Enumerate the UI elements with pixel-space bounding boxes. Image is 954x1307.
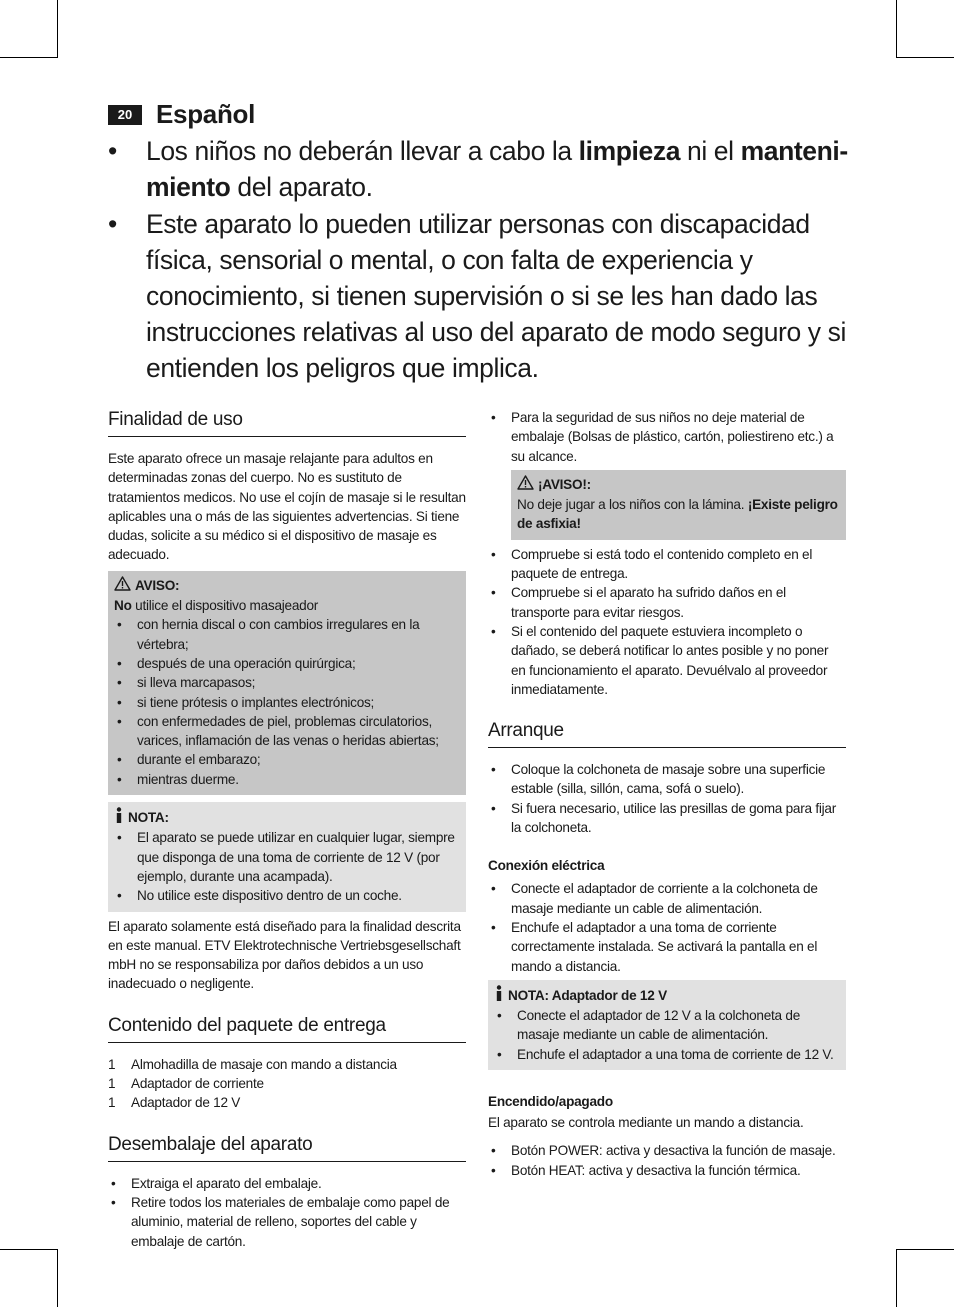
warning-lead-text: utilice el dispositivo masajeador (131, 598, 319, 614)
list-item: • Retire todos los materiales de embalaje como papel de aluminio, material de relleno, soportes del cable y embalaje de cartón. (108, 1193, 466, 1251)
warning-lead-bold: No (114, 598, 132, 614)
startup-list (488, 760, 846, 837)
list-item: • Compruebe si está todo el contenido completo en el paquete de entrega. (488, 545, 846, 584)
section-title: Contenido del paquete de entrega (108, 1014, 466, 1043)
warning-triangle-icon (517, 475, 534, 495)
crop-mark (896, 1249, 897, 1307)
note-title: NOTA: Adaptador de 12 V (508, 987, 667, 1003)
list-item: • Compruebe si el aparato ha sufrido daños en el transporte para evitar riesgos. (488, 583, 846, 622)
page-number: 20 (108, 105, 142, 125)
list-item: • Botón HEAT: activa y desactiva la función térmica. (488, 1161, 846, 1180)
section-title: Finalidad de uso (108, 408, 466, 437)
list-item: • con hernia discal o con cambios irregulares en la vértebra; (114, 615, 460, 654)
list-item (108, 1074, 466, 1093)
list-item: • Si el contenido del paquete estuviera incompleto o dañado, se deberá notificar lo antes posible y no poner en funcionamiento el aparato. Devuélvalo al proveedor inmediatamente. (488, 622, 846, 699)
paragraph: El aparato se controla mediante un mando a distancia. (488, 1115, 804, 1131)
warning-title: AVISO: (135, 578, 180, 594)
intro-text: del aparato. (230, 172, 373, 202)
item-quantity: 1 (108, 1056, 116, 1072)
intro-text: Los niños no deberán llevar a cabo la (146, 136, 579, 166)
warning-box (108, 571, 466, 795)
warning-title: ¡AVISO!: (538, 477, 591, 493)
item-label: Adaptador de 12 V (131, 1095, 241, 1111)
warning-header (114, 576, 460, 596)
right-column (488, 408, 846, 1180)
note-header (494, 985, 840, 1006)
info-icon (114, 807, 124, 828)
page-header (108, 99, 255, 130)
crop-mark (0, 57, 58, 58)
crop-mark (896, 0, 897, 58)
warning-list (114, 615, 460, 789)
list-item: • No utilice este dispositivo dentro de un coche. (114, 886, 460, 905)
list-item: • si tiene prótesis o implantes electrónicos; (114, 693, 460, 712)
note-list (114, 828, 460, 905)
list-item: • Extraiga el aparato del embalaje. (108, 1174, 466, 1193)
list-item: • si lleva marcapasos; (114, 673, 460, 692)
list-item: • Botón POWER: activa y desactiva la función de masaje. (488, 1141, 846, 1160)
intro-text: Este aparato lo pueden utilizar personas con discapacidad física, sensorial o mental, o con falta de experiencia y conocimiento, si tienen supervisión o si se les han dado las instrucciones relativas al uso del aparato de modo seguro y si entienden los peligros que implica. (146, 209, 846, 383)
list-item: • El aparato se puede utilizar en cualquier lugar, siempre que disponga de una toma de corriente de 12 V (por ejemplo, durante una acampada). (114, 828, 460, 886)
crop-mark (896, 57, 954, 58)
check-list (488, 545, 846, 699)
power-list (488, 1141, 846, 1180)
list-item (108, 1093, 466, 1112)
list-item: • Enchufe el adaptador a una toma de corriente correctamente instalada. Se activará la pantalla en el mando a distancia. (488, 918, 846, 976)
subsection-title: Conexión eléctrica (488, 858, 605, 874)
list-item: • Coloque la colchoneta de masaje sobre una superficie estable (silla, sillón, cama, sofá o suelo). (488, 760, 846, 799)
crop-mark (57, 1249, 58, 1307)
crop-mark (896, 1249, 954, 1250)
intro-bullet: • Este aparato lo pueden utilizar personas con discapacidad física, sensorial o mental, o con falta de experiencia y conocimiento, si tienen supervisión o si se les han dado las instrucciones relativas al uso del aparato de modo seguro y si entienden los peligros que implica. (108, 209, 846, 383)
list-item (108, 1055, 466, 1074)
list-item: • con enfermedades de piel, problemas circulatorios, varices, inflamación de las venas o heridas abiertas; (114, 712, 460, 751)
warning-body: No deje jugar a los niños con la lámina. (517, 497, 748, 513)
paragraph: El aparato solamente está diseñado para la finalidad descrita en este manual. ETV Elektrotechnische Vertriebsgesellschaft mbH no se responsabiliza por daños debidos a un uso inadecuado o negligente. (108, 918, 461, 992)
note-list (494, 1006, 840, 1064)
note-box (488, 980, 846, 1070)
warning-triangle-icon (114, 576, 131, 596)
warning-lead (114, 596, 460, 615)
item-quantity: 1 (108, 1095, 116, 1111)
connection-list (488, 879, 846, 975)
unpacking-list-continued (488, 408, 846, 466)
item-label: Almohadilla de masaje con mando a distancia (131, 1056, 397, 1072)
list-item: • mientras duerme. (114, 770, 460, 789)
crop-mark (0, 1249, 58, 1250)
list-item: • después de una operación quirúrgica; (114, 654, 460, 673)
crop-mark (57, 0, 58, 58)
contents-list (108, 1055, 466, 1113)
intro-bold: manteni- (740, 136, 848, 166)
intro-bold: miento (146, 172, 231, 202)
intro-warnings (108, 133, 860, 387)
list-item: • Conecte el adaptador de 12 V a la colchoneta de masaje mediante un cable de alimentación. (494, 1006, 840, 1045)
note-box (108, 802, 466, 911)
item-label: Adaptador de corriente (131, 1076, 264, 1092)
list-item: • durante el embarazo; (114, 750, 460, 769)
warning-body-bold: ¡Existe peligro de asfixia! (517, 497, 838, 532)
note-title: NOTA: (128, 810, 169, 826)
paragraph: Este aparato ofrece un masaje relajante para adultos en determinadas zonas del cuerpo. No es sustituto de tratamientos medicos. No use el cojín de masaje si le resultan aplicables una o más de las siguientes advertencias. Si tiene dudas, solicite a su médico si el dispositivo de masaje es adecuado. (108, 451, 466, 563)
warning-box (511, 470, 846, 540)
list-item: • Si fuera necesario, utilice las presillas de goma para fijar la colchoneta. (488, 799, 846, 838)
unpacking-list (108, 1174, 466, 1251)
list-item: • Para la seguridad de sus niños no deje material de embalaje (Bolsas de plástico, cartón, poliestireno etc.) a su alcance. (488, 408, 846, 466)
list-item: • Enchufe el adaptador a una toma de corriente de 12 V. (494, 1045, 840, 1064)
section-title: Desembalaje del aparato (108, 1133, 466, 1162)
section-title: Arranque (488, 719, 846, 748)
intro-bold: limpieza (578, 136, 681, 166)
item-quantity: 1 (108, 1076, 116, 1092)
note-header (114, 807, 460, 828)
intro-bullet: • Los niños no deberán llevar a cabo la limpieza ni el manteni- miento del aparato. (108, 136, 848, 202)
info-icon (494, 985, 504, 1006)
warning-text (517, 495, 840, 534)
warning-header (517, 475, 840, 495)
left-column (108, 408, 466, 1251)
subsection-title: Encendido/apagado (488, 1094, 613, 1110)
language-title: Español (156, 99, 256, 129)
intro-text: ni el (680, 136, 741, 166)
list-item: • Conecte el adaptador de corriente a la colchoneta de masaje mediante un cable de alimentación. (488, 879, 846, 918)
